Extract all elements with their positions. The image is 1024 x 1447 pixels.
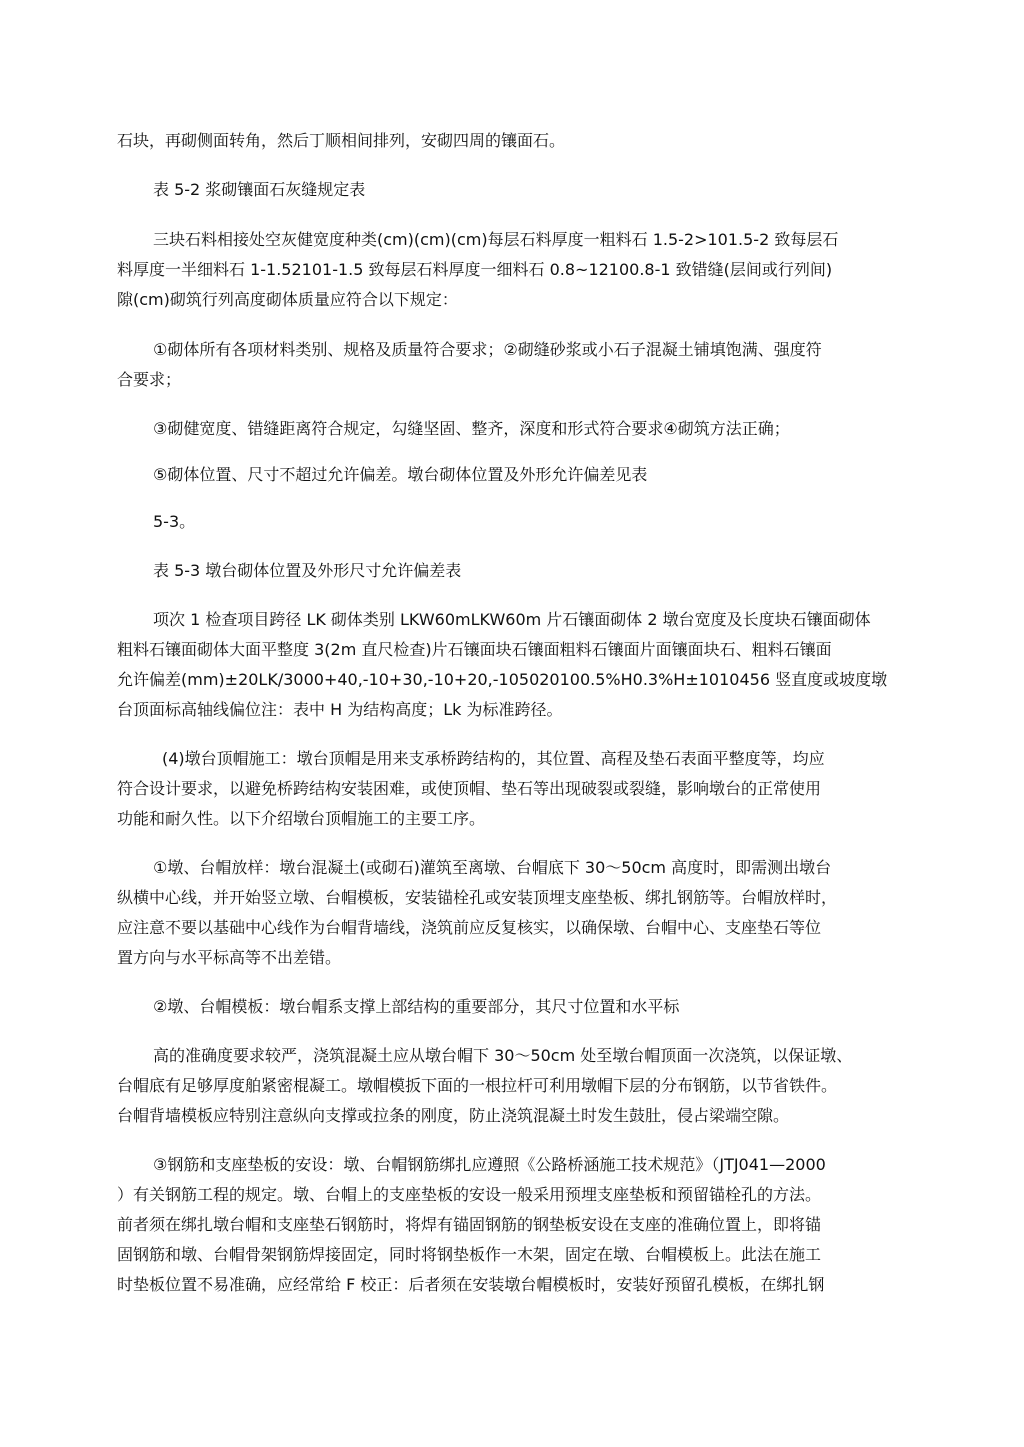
paragraph-line: 符合设计要求，以避免桥跨结构安装困难，或使顶帽、垫石等出现破裂或裂缝，影响墩台的正常使用: [117, 779, 822, 798]
paragraph-line: 高的准确度要求较严，浇筑混凝土应从墩台帽下 30～50cm 处至墩台帽顶面一次浇筑，以保证墩、: [153, 1046, 853, 1065]
paragraph-line: 三块石料相接处空灰健宽度种类(cm)(cm)(cm)每层石料厚度一粗料石 1.5-2>101.5-2 致每层石: [153, 230, 839, 249]
paragraph-line: 应注意不要以基础中心线作为台帽背墙线，浇筑前应反复核实，以确保墩、台帽中心、支座垫石等位: [117, 918, 822, 937]
paragraph-line: 5-3。: [153, 512, 196, 531]
paragraph-line: ）有关钢筋工程的规定。墩、台帽上的支座垫板的安设一般采用预埋支座垫板和预留锚栓孔的方法。: [117, 1185, 822, 1204]
paragraph-line: 置方向与水平标高等不出差错。: [117, 948, 342, 967]
paragraph-line: ③钢筋和支座垫板的安设：墩、台帽钢筋绑扎应遵照《公路桥涵施工技术规范》（JTJ041—2000: [153, 1155, 826, 1174]
paragraph-line: 项次 1 检查项目跨径 LK 砌体类别 LKW60mLKW60m 片石镶面砌体 2 墩台宽度及长度块石镶面砌体: [153, 610, 871, 629]
paragraph-line: (4)墩台顶帽施工：墩台顶帽是用来支承桥跨结构的，其位置、高程及垫石表面平整度等，均应: [162, 749, 825, 768]
paragraph-line: ③砌健宽度、错缝距离符合规定，勾缝坚固、整齐，深度和形式符合要求④砌筑方法正确；: [153, 419, 790, 438]
paragraph-line: 固钢筋和墩、台帽骨架钢筋焊接固定，同时将钢垫板作一木架，固定在墩、台帽模板上。此法在施工: [117, 1245, 822, 1264]
paragraph-line: 粗料石镶面砌体大面平整度 3(2m 直尺检查)片石镶面块石镶面粗料石镶面片面镶面块石、粗料石镶面: [117, 640, 832, 659]
paragraph-line: ①墩、台帽放样：墩台混凝土(或砌石)灌筑至离墩、台帽底下 30～50cm 高度时，即需测出墩台: [153, 858, 832, 877]
table-title: 表 5-3 墩台砌体位置及外形尺寸允许偏差表: [153, 561, 462, 580]
paragraph-line: 隙(cm)砌筑行列高度砌体质量应符合以下规定：: [117, 290, 458, 309]
paragraph-line: ②墩、台帽模板：墩台帽系支撑上部结构的重要部分，其尺寸位置和水平标: [153, 997, 680, 1016]
paragraph-line: 石块，再砌侧面转角，然后丁顺相间排列，安砌四周的镶面石。: [117, 131, 566, 150]
paragraph-line: 纵横中心线，并开始竖立墩、台帽模板，安装锚栓孔或安装顶埋支座垫板、绑扎钢筋等。台帽放样时，: [117, 888, 838, 907]
paragraph-line: 允许偏差(mm)±20LK/3000+40,-10+30,-10+20,-105020100.5%H0.3%H±1010456 竖直度或坡度墩: [117, 670, 888, 689]
paragraph-line: 功能和耐久性。以下介绍墩台顶帽施工的主要工序。: [117, 809, 486, 828]
paragraph-line: 合要求；: [117, 370, 182, 389]
paragraph-line: ⑤砌体位置、尺寸不超过允许偏差。墩台砌体位置及外形允许偏差见表: [153, 465, 648, 484]
paragraph-line: 台顶面标高轴线偏位注：表中 H 为结构高度；Lk 为标准跨径。: [117, 700, 563, 719]
paragraph-line: 台帽底有足够厚度舶紧密棍凝工。墩帽模扳下面的一根拉杆可利用墩帽下层的分布钢筋，以节省铁件。: [117, 1076, 838, 1095]
paragraph-line: 料厚度一半细料石 1-1.52101-1.5 致每层石料厚度一细料石 0.8~12100.8-1 致错缝(层间或行列间): [117, 260, 833, 279]
paragraph-line: 台帽背墙模板应特别注意纵向支撑或拉条的刚度，防止浇筑混凝土时发生鼓肚，侵占梁端空隙。: [117, 1106, 790, 1125]
paragraph-line: 时垫板位置不易准确，应经常给 F 校正：后者须在安装墩台帽模板时，安装好预留孔模板，在绑扎钢: [117, 1275, 825, 1294]
table-title: 表 5-2 浆砌镶面石灰缝规定表: [153, 180, 366, 199]
paragraph-line: 前者须在绑扎墩台帽和支座垫石钢筋时，将焊有锚固钢筋的钢垫板安设在支座的准确位置上，即将锚: [117, 1215, 822, 1234]
paragraph-line: ①砌体所有各项材料类别、规格及质量符合要求；②砌缝砂浆或小石子混凝土铺填饱满、强度符: [153, 340, 822, 359]
